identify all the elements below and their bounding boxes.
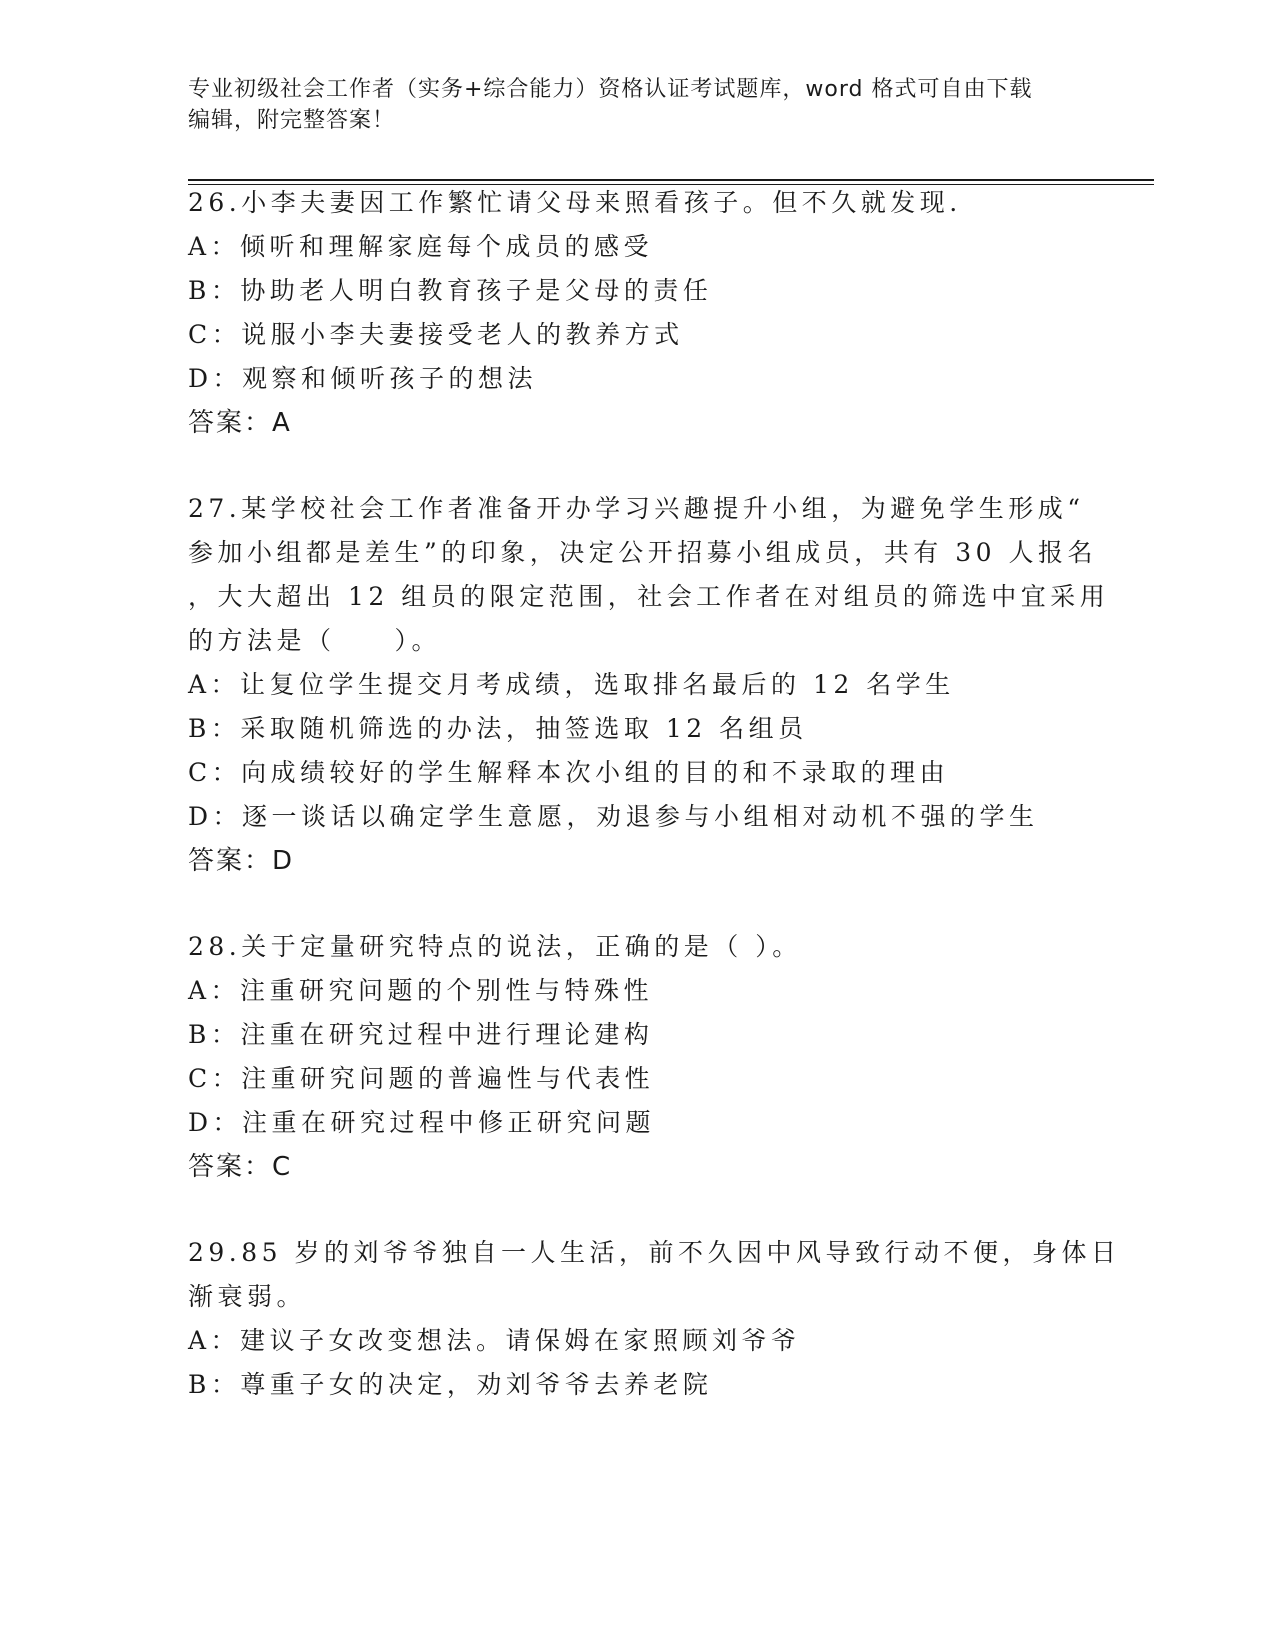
header-line-2: 编辑，附完整答案！	[188, 108, 396, 133]
question-27-stem-line-4: 的方法是（ ）。	[188, 626, 442, 655]
question-29-stem-line-2: 渐衰弱。	[188, 1282, 307, 1311]
question-26-answer: 答案：A	[188, 408, 292, 438]
question-27-option-a: A：让复位学生提交月考成绩，选取排名最后的 12 名学生	[188, 670, 955, 699]
question-28-option-c: C：注重研究问题的普遍性与代表性	[188, 1064, 655, 1093]
question-28-option-a: A：注重研究问题的个别性与特殊性	[188, 976, 654, 1005]
question-27-stem-line-1: 27.某学校社会工作者准备开办学习兴趣提升小组，为避免学生形成“	[188, 494, 1085, 523]
question-28-stem: 28.关于定量研究特点的说法，正确的是（ ）。	[188, 932, 802, 961]
question-29-stem-line-1: 29.85 岁的刘爷爷独自一人生活，前不久因中风导致行动不便，身体日	[188, 1238, 1121, 1267]
question-27-stem-line-2: 参加小组都是差生”的印象，决定公开招募小组成员，共有 30 人报名	[188, 538, 1097, 567]
question-26-option-c: C：说服小李夫妻接受老人的教养方式	[188, 320, 684, 349]
question-26-stem: 26.小李夫妻因工作繁忙请父母来照看孩子。但不久就发现.	[188, 188, 962, 217]
question-29-option-a: A：建议子女改变想法。请保姆在家照顾刘爷爷	[188, 1326, 801, 1355]
question-28-answer: 答案：C	[188, 1152, 293, 1182]
question-26-option-b: B：协助老人明白教育孩子是父母的责任	[188, 276, 713, 305]
question-28-option-b: B：注重在研究过程中进行理论建构	[188, 1020, 654, 1049]
question-29-option-b: B：尊重子女的决定，劝刘爷爷去养老院	[188, 1370, 713, 1399]
question-27-option-b: B：采取随机筛选的办法，抽签选取 12 名组员	[188, 714, 808, 743]
header-rule-thin	[188, 184, 1154, 185]
page-header	[188, 74, 1088, 136]
question-28-option-d: D：注重在研究过程中修正研究问题	[188, 1108, 656, 1137]
question-26-option-a: A：倾听和理解家庭每个成员的感受	[188, 232, 654, 261]
question-27-stem-line-3: ，大大超出 12 组员的限定范围，社会工作者在对组员的筛选中宜采用	[188, 582, 1110, 611]
question-27-answer: 答案：D	[188, 846, 295, 876]
header-line-1: 专业初级社会工作者（实务+综合能力）资格认证考试题库，word 格式可自由下载	[188, 77, 1033, 102]
question-27-option-c: C：向成绩较好的学生解释本次小组的目的和不录取的理由	[188, 758, 950, 787]
question-26-option-d: D：观察和倾听孩子的想法	[188, 364, 538, 393]
question-27-option-d: D：逐一谈话以确定学生意愿，劝退参与小组相对动机不强的学生	[188, 802, 1039, 831]
header-rule-thick	[188, 179, 1154, 181]
